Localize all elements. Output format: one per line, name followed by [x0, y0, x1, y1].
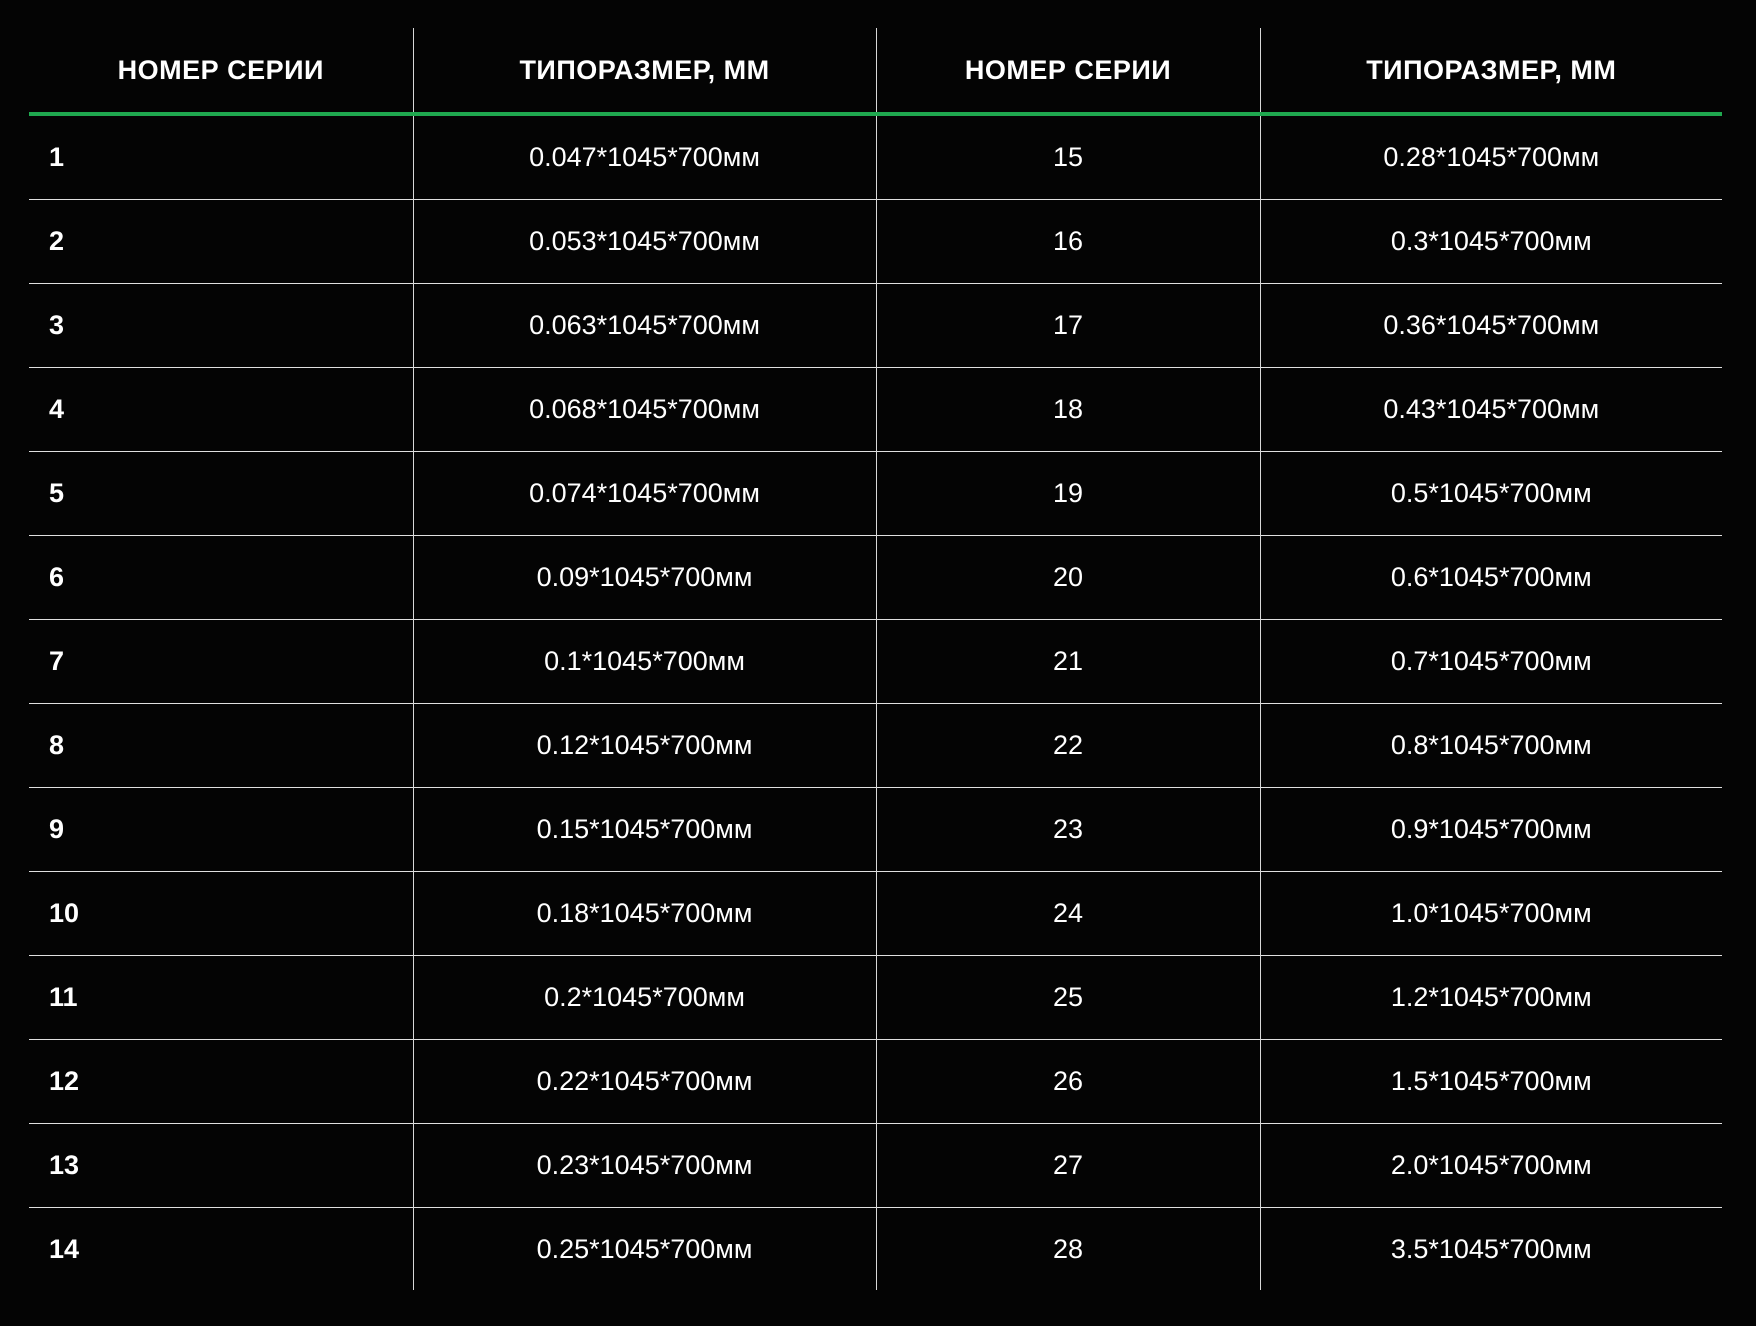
size-table [29, 28, 1722, 1290]
size-cell: 0.23*1045*700мм [413, 1124, 876, 1208]
series-number-cell: 12 [29, 1040, 413, 1124]
header-series-number-right: НОМЕР СЕРИИ [876, 28, 1260, 114]
header-series-number-left: НОМЕР СЕРИИ [29, 28, 413, 114]
series-number-cell: 25 [876, 956, 1260, 1040]
series-number-cell: 13 [29, 1124, 413, 1208]
header-row [29, 28, 1722, 114]
header-size-left: ТИПОРАЗМЕР, ММ [413, 28, 876, 114]
size-cell: 0.047*1045*700мм [413, 114, 876, 200]
header-size-right: ТИПОРАЗМЕР, ММ [1260, 28, 1722, 114]
table-row [29, 1124, 1722, 1208]
series-number-cell: 19 [876, 452, 1260, 536]
size-cell: 0.9*1045*700мм [1260, 788, 1722, 872]
size-cell: 0.2*1045*700мм [413, 956, 876, 1040]
table-row [29, 704, 1722, 788]
size-cell: 0.43*1045*700мм [1260, 368, 1722, 452]
size-cell: 0.18*1045*700мм [413, 872, 876, 956]
table-row [29, 114, 1722, 200]
table-row [29, 200, 1722, 284]
size-cell: 1.0*1045*700мм [1260, 872, 1722, 956]
size-cell: 0.28*1045*700мм [1383, 142, 1600, 172]
table-row [29, 788, 1722, 872]
size-cell: 0.15*1045*700мм [413, 788, 876, 872]
table-row [29, 452, 1722, 536]
series-number-cell: 14 [29, 1208, 413, 1291]
series-number-cell: 18 [876, 368, 1260, 452]
table-header [29, 28, 1722, 114]
table-row [29, 536, 1722, 620]
size-cell: 0.063*1045*700мм [413, 284, 876, 368]
size-cell: 0.068*1045*700мм [413, 368, 876, 452]
series-number-cell: 22 [876, 704, 1260, 788]
series-number-cell: 10 [29, 872, 413, 956]
series-number-cell: 3 [29, 284, 413, 368]
size-cell: 2.0*1045*700мм [1260, 1124, 1722, 1208]
table-row [29, 956, 1722, 1040]
size-cell: 0.8*1045*700мм [1260, 704, 1722, 788]
series-number-cell: 4 [29, 368, 413, 452]
size-cell: 0.6*1045*700мм [1260, 536, 1722, 620]
size-cell: 0.25*1045*700мм [413, 1208, 876, 1291]
series-number-cell: 20 [876, 536, 1260, 620]
table-row [29, 1208, 1722, 1291]
series-number-cell: 16 [876, 200, 1260, 284]
size-cell: 0.09*1045*700мм [413, 536, 876, 620]
size-cell: 0.074*1045*700мм [413, 452, 876, 536]
size-cell: 1.5*1045*700мм [1260, 1040, 1722, 1124]
series-number-cell: 23 [876, 788, 1260, 872]
series-number-cell: 5 [29, 452, 413, 536]
series-number-cell: 27 [876, 1124, 1260, 1208]
series-number-cell: 28 [876, 1208, 1260, 1291]
table-row [29, 620, 1722, 704]
size-cell: 0.5*1045*700мм [1260, 452, 1722, 536]
table-row [29, 284, 1722, 368]
table-body [29, 114, 1722, 1290]
size-cell: 1.2*1045*700мм [1260, 956, 1722, 1040]
size-cell: 0.12*1045*700мм [413, 704, 876, 788]
series-number-cell: 17 [876, 284, 1260, 368]
size-cell: 3.5*1045*700мм [1260, 1208, 1722, 1291]
table-row [29, 368, 1722, 452]
series-number-cell: 21 [876, 620, 1260, 704]
series-number-cell: 26 [876, 1040, 1260, 1124]
series-number-cell: 9 [29, 788, 413, 872]
series-number-cell: 11 [29, 956, 413, 1040]
size-cell: 0.053*1045*700мм [413, 200, 876, 284]
size-cell: 0.3*1045*700мм [1260, 200, 1722, 284]
size-cell: 0.7*1045*700мм [1260, 620, 1722, 704]
table-row [29, 872, 1722, 956]
series-number-cell: 2 [29, 200, 413, 284]
series-number-cell: 1 [29, 114, 413, 200]
table-row [29, 1040, 1722, 1124]
series-number-cell: 6 [29, 536, 413, 620]
series-number-cell: 7 [29, 620, 413, 704]
size-cell: 0.22*1045*700мм [413, 1040, 876, 1124]
series-number-cell: 15 [876, 114, 1260, 200]
size-cell: 0.36*1045*700мм [1260, 284, 1722, 368]
series-number-cell: 24 [876, 872, 1260, 956]
size-cell: 0.1*1045*700мм [413, 620, 876, 704]
series-number-cell: 8 [29, 704, 413, 788]
